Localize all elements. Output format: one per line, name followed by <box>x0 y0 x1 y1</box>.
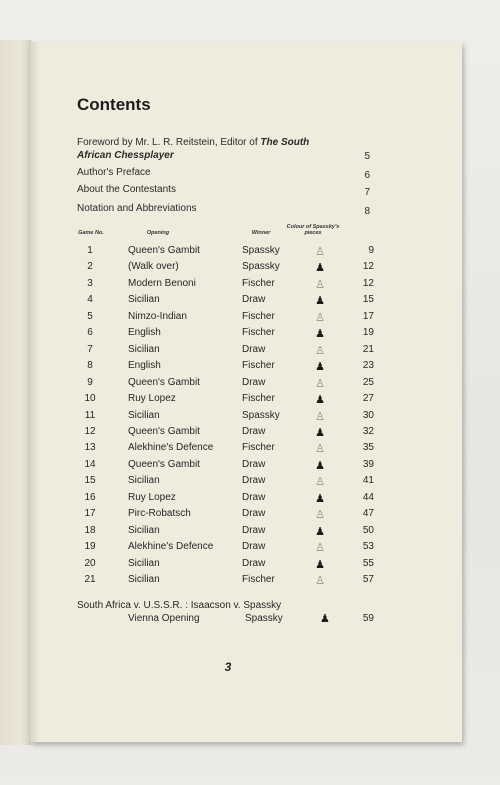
game-number: 14 <box>84 458 96 470</box>
opening-name: Modern Benoni <box>128 277 196 289</box>
page-ref: 30 <box>362 409 374 421</box>
winner-name: Spassky <box>242 261 280 273</box>
game-number: 12 <box>84 425 96 437</box>
page-ref: 17 <box>362 310 374 322</box>
black-pawn-icon: ♟ <box>320 613 330 625</box>
table-row <box>0 459 500 475</box>
white-pawn-icon: ♙ <box>315 246 325 258</box>
winner-name: Draw <box>242 491 266 503</box>
table-row <box>0 377 500 393</box>
game-number: 16 <box>84 491 96 503</box>
winner-name: Draw <box>242 458 266 470</box>
page-ref: 12 <box>362 261 374 273</box>
table-row <box>0 475 500 491</box>
table-row <box>0 442 500 458</box>
white-pawn-icon: ♙ <box>315 344 325 357</box>
game-number: 6 <box>87 327 93 339</box>
game-number: 7 <box>87 343 93 355</box>
header-game-no: Game No. <box>78 230 104 236</box>
winner-name: Fischer <box>242 360 275 372</box>
white-pawn-icon: ♙ <box>315 542 325 555</box>
black-pawn-icon: ♟ <box>315 394 325 407</box>
foreword-page: 5 <box>364 151 370 162</box>
page-ref: 50 <box>362 524 374 536</box>
opening-name: Nimzo-Indian <box>128 310 187 322</box>
table-row <box>0 541 500 557</box>
table-row <box>0 574 500 590</box>
white-pawn-icon: ♙ <box>315 410 325 423</box>
black-pawn-icon: ♟ <box>315 328 325 341</box>
table-row <box>0 492 500 508</box>
black-pawn-icon: ♟ <box>315 295 325 308</box>
opening-name: English <box>128 327 161 339</box>
game-number: 9 <box>87 376 93 388</box>
header-colour: Colour of Spassky's pieces <box>286 224 340 236</box>
opening-name: Sicilian <box>128 524 160 536</box>
opening-name: Alekhine's Defence <box>128 442 214 454</box>
opening-name: Queen's Gambit <box>128 376 200 388</box>
winner-name: Fischer <box>242 574 275 585</box>
game-number: 13 <box>84 442 96 454</box>
winner-name: Fischer <box>242 393 275 405</box>
extra-game-heading: South Africa v. U.S.S.R. : Isaacson v. Spassky <box>77 600 282 611</box>
white-pawn-icon: ♙ <box>315 377 325 390</box>
black-pawn-icon: ♟ <box>315 492 325 505</box>
winner-name: Fischer <box>242 327 275 339</box>
black-pawn-icon: ♟ <box>315 525 325 538</box>
page-ref: 32 <box>362 425 374 437</box>
winner-name: Draw <box>242 557 266 569</box>
winner-name: Draw <box>242 425 266 437</box>
game-number: 1 <box>87 245 93 256</box>
white-pawn-icon: ♙ <box>315 476 325 489</box>
page-ref: 23 <box>362 360 374 372</box>
table-row <box>0 525 500 541</box>
page-ref: 12 <box>362 277 374 289</box>
extra-game-winner: Spassky <box>245 613 283 624</box>
white-pawn-icon: ♙ <box>315 311 325 324</box>
white-pawn-icon: ♙ <box>315 509 325 522</box>
opening-name: Sicilian <box>128 475 160 487</box>
opening-name: Alekhine's Defence <box>128 541 214 553</box>
opening-name: Queen's Gambit <box>128 458 200 470</box>
game-number: 10 <box>84 393 96 405</box>
game-number: 11 <box>84 409 96 421</box>
table-row <box>0 360 500 376</box>
page-ref: 41 <box>362 475 374 487</box>
page-ref: 44 <box>362 491 374 503</box>
table-row <box>0 393 500 409</box>
game-number: 4 <box>87 294 93 306</box>
page-ref: 25 <box>362 376 374 388</box>
page-ref: 21 <box>362 343 374 355</box>
page-title: Contents <box>77 95 151 114</box>
table-row <box>0 278 500 294</box>
game-number: 17 <box>84 508 96 520</box>
opening-name: Ruy Lopez <box>128 491 176 503</box>
table-row <box>0 344 500 360</box>
notation-label: Notation and Abbreviations <box>77 203 197 214</box>
winner-name: Draw <box>242 475 266 487</box>
game-number: 18 <box>84 524 96 536</box>
contestants-page: 7 <box>364 187 370 198</box>
table-row <box>0 508 500 524</box>
page-ref: 9 <box>368 245 374 256</box>
winner-name: Draw <box>242 294 266 306</box>
page-ref: 47 <box>362 508 374 520</box>
foreword-publication: The South African Chessplayer <box>77 137 310 161</box>
table-row <box>0 245 500 261</box>
page-ref: 19 <box>362 327 374 339</box>
opening-name: Pirc-Robatsch <box>128 508 191 520</box>
page-ref: 27 <box>362 393 374 405</box>
page-number: 3 <box>224 660 232 674</box>
extra-game-page: 59 <box>362 613 374 624</box>
winner-name: Draw <box>242 541 266 553</box>
table-row <box>0 261 500 277</box>
opening-name: Sicilian <box>128 574 160 585</box>
game-number: 19 <box>84 541 96 553</box>
opening-name: Sicilian <box>128 294 160 306</box>
table-row <box>0 327 500 343</box>
header-opening: Opening <box>146 230 170 236</box>
opening-name: Ruy Lopez <box>128 393 176 405</box>
game-number: 15 <box>84 475 96 487</box>
game-number: 8 <box>87 360 93 372</box>
black-pawn-icon: ♟ <box>315 426 325 439</box>
winner-name: Draw <box>242 524 266 536</box>
table-row <box>0 294 500 310</box>
game-number: 5 <box>87 310 93 322</box>
opening-name: Sicilian <box>128 343 160 355</box>
page-ref: 55 <box>362 557 374 569</box>
page-ref: 39 <box>362 458 374 470</box>
game-number: 3 <box>87 277 93 289</box>
page-ref: 53 <box>362 541 374 553</box>
contestants-label: About the Contestants <box>77 184 176 195</box>
opening-name: Sicilian <box>128 409 160 421</box>
winner-name: Fischer <box>242 442 275 454</box>
table-row <box>0 410 500 426</box>
page-ref: 15 <box>362 294 374 306</box>
winner-name: Fischer <box>242 310 275 322</box>
table-row <box>0 558 500 574</box>
table-row <box>0 426 500 442</box>
extra-game-opening: Vienna Opening <box>128 613 200 624</box>
white-pawn-icon: ♙ <box>315 443 325 456</box>
opening-name: English <box>128 360 161 372</box>
white-pawn-icon: ♙ <box>315 575 325 587</box>
white-pawn-icon: ♙ <box>315 278 325 291</box>
winner-name: Spassky <box>242 245 280 256</box>
notation-page: 8 <box>364 206 370 217</box>
black-pawn-icon: ♟ <box>315 361 325 374</box>
opening-name: Queen's Gambit <box>128 425 200 437</box>
game-number: 20 <box>84 557 96 569</box>
header-winner: Winner <box>251 230 271 236</box>
page-ref: 35 <box>362 442 374 454</box>
winner-name: Draw <box>242 508 266 520</box>
winner-name: Draw <box>242 376 266 388</box>
black-pawn-icon: ♟ <box>315 459 325 472</box>
winner-name: Fischer <box>242 277 275 289</box>
opening-name: Sicilian <box>128 557 160 569</box>
page-ref: 57 <box>362 574 374 585</box>
black-pawn-icon: ♟ <box>315 558 325 571</box>
opening-name: Queen's Gambit <box>128 245 200 256</box>
game-number: 2 <box>87 261 93 273</box>
black-pawn-icon: ♟ <box>315 262 325 275</box>
foreword-label: Foreword by Mr. L. R. Reitstein, Editor of <box>77 137 258 148</box>
preface-label: Author's Preface <box>77 167 151 178</box>
preface-page: 6 <box>364 170 370 181</box>
opening-name: (Walk over) <box>128 261 179 273</box>
winner-name: Draw <box>242 343 266 355</box>
game-number: 21 <box>84 574 96 585</box>
winner-name: Spassky <box>242 409 280 421</box>
table-row <box>0 311 500 327</box>
